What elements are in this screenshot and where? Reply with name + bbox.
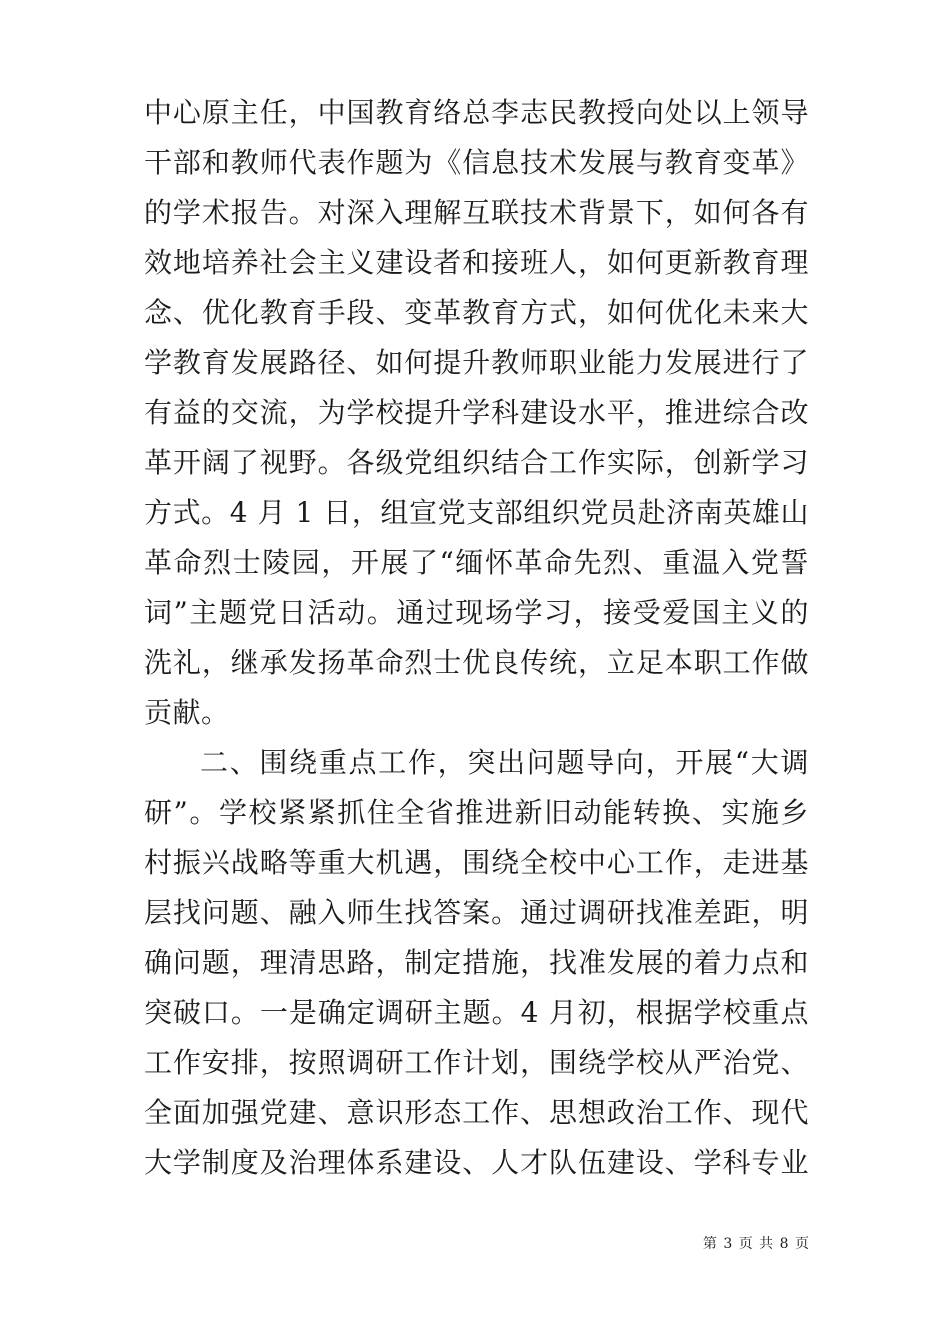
text-line: 革开阔了视野。各级党组织结合工作实际，创新学习 [144,446,809,479]
text-line: 贡献。 [144,696,230,729]
text-line: 词”主题党日活动。通过现场学习，接受爱国主义的 [144,596,809,629]
body-text [144,88,809,1188]
text-line: 层找问题、融入师生找答案。通过调研找准差距，明 [144,896,809,929]
text-line: 干部和教师代表作题为《信息技术发展与教育变革》 [144,146,809,179]
text-line: 有益的交流，为学校提升学科建设水平，推进综合改 [144,396,809,429]
text-line: 效地培养社会主义建设者和接班人，如何更新教育理 [144,246,809,279]
text-line: 工作安排，按照调研工作计划，围绕学校从严治党、 [144,1046,809,1079]
page-number-footer: 第 3 页 共 8 页 [702,1236,810,1252]
text-line: 村振兴战略等重大机遇，围绕全校中心工作，走进基 [144,846,809,879]
text-line: 研”。学校紧紧抓住全省推进新旧动能转换、实施乡 [144,796,809,829]
text-line: 方式。4 月 1 日，组宣党支部组织党员赴济南英雄山 [144,496,809,529]
text-line: 大学制度及治理体系建设、人才队伍建设、学科专业 [144,1146,809,1179]
text-line: 中心原主任，中国教育络总李志民教授向处以上领导 [144,96,809,129]
paragraph-start-line: 二、围绕重点工作，突出问题导向，开展“大调 [200,746,809,779]
text-line: 学教育发展路径、如何提升教师职业能力发展进行了 [144,346,809,379]
text-line: 的学术报告。对深入理解互联技术背景下，如何各有 [144,196,809,229]
text-line: 突破口。一是确定调研主题。4 月初，根据学校重点 [144,996,809,1029]
text-line: 革命烈士陵园，开展了“缅怀革命先烈、重温入党誓 [144,546,809,579]
text-line: 全面加强党建、意识形态工作、思想政治工作、现代 [144,1096,809,1129]
text-line: 念、优化教育手段、变革教育方式，如何优化未来大 [144,296,809,329]
text-line: 确问题，理清思路，制定措施，找准发展的着力点和 [144,946,809,979]
text-line: 洗礼，继承发扬革命烈士优良传统，立足本职工作做 [144,646,809,679]
